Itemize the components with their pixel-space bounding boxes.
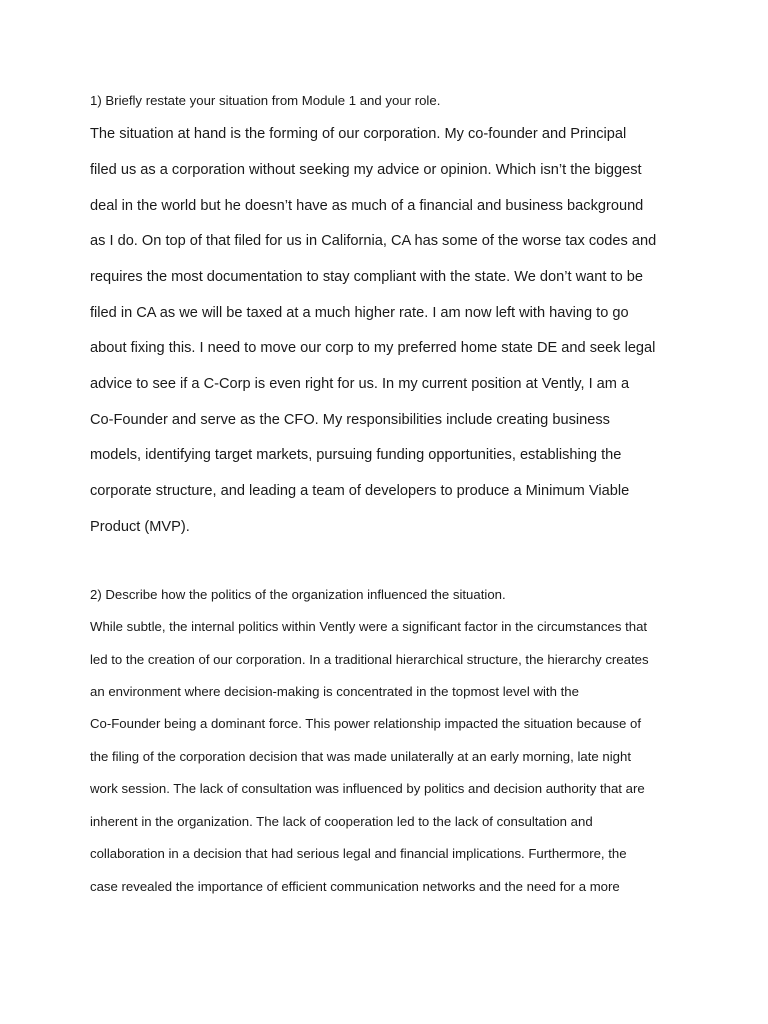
answer-1-line-2: filed us as a corporation without seeking my advice or opinion. Which isn’t the biggest [90, 162, 642, 178]
answer-2-line-8: collaboration in a decision that had serious legal and financial implications. Furthermore, the [90, 846, 627, 861]
answer-2-line-2: led to the creation of our corporation. In a traditional hierarchical structure, the hierarchy creates [90, 652, 649, 667]
answer-2-line-3: an environment where decision-making is concentrated in the topmost level with the [90, 684, 579, 699]
answer-2-line-1: While subtle, the internal politics within Vently were a significant factor in the circumstances that [90, 619, 648, 634]
answer-2-line-5: the filing of the corporation decision that was made unilaterally at an early morning, late night [90, 749, 631, 764]
answer-1-line-11: corporate structure, and leading a team of developers to produce a Minimum Viable [90, 483, 630, 499]
question-1: 1) Briefly restate your situation from Module 1 and your role. [90, 93, 441, 108]
answer-1-line-1: The situation at hand is the forming of our corporation. My co-founder and Principal [90, 126, 627, 142]
answer-1-line-4: as I do. On top of that filed for us in California, CA has some of the worse tax codes and [90, 233, 657, 249]
question-2: 2) Describe how the politics of the organization influenced the situation. [90, 587, 506, 602]
answer-2-line-9: case revealed the importance of efficient communication networks and the need for a more [90, 879, 620, 894]
answer-2-line-7: inherent in the organization. The lack of cooperation led to the lack of consultation and [90, 814, 593, 829]
answer-1-line-7: about fixing this. I need to move our corp to my preferred home state DE and seek legal [90, 340, 656, 356]
answer-1-line-6: filed in CA as we will be taxed at a much higher rate. I am now left with having to go [90, 305, 629, 321]
answer-1-line-12: Product (MVP). [90, 519, 190, 535]
answer-2-line-6: work session. The lack of consultation was influenced by politics and decision authority that are [90, 781, 645, 796]
answer-1-line-3: deal in the world but he doesn’t have as much of a financial and business background [90, 198, 644, 214]
answer-1-line-9: Co-Founder and serve as the CFO. My responsibilities include creating business [90, 412, 610, 428]
answer-2-line-4: Co-Founder being a dominant force. This power relationship impacted the situation because of [90, 716, 642, 731]
answer-1-line-10: models, identifying target markets, pursuing funding opportunities, establishing the [90, 447, 622, 463]
answer-1-line-5: requires the most documentation to stay compliant with the state. We don’t want to be [90, 269, 643, 285]
answer-1-line-8: advice to see if a C-Corp is even right for us. In my current position at Vently, I am a [90, 376, 630, 392]
